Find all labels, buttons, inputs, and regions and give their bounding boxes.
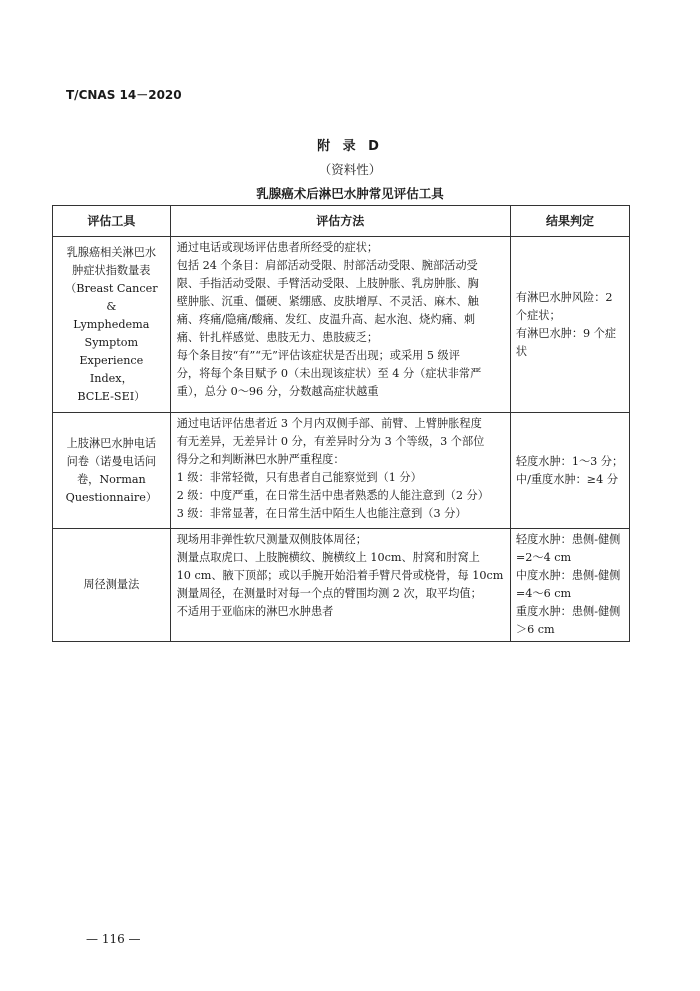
method-line: 得分之和判断淋巴水肿严重程度：	[176, 453, 345, 466]
tool-line: BCLE-SEI）	[77, 389, 146, 403]
tool-line: 上肢淋巴水肿电话	[66, 436, 157, 450]
result-cell	[510, 237, 629, 413]
tool-line: （Breast Cancer &	[65, 281, 158, 313]
method-line: 测量周径，在测量时对每一个点的臂围均测 2 次，取平均值；	[176, 587, 482, 600]
method-line: 重），总分 0～96 分，分数越高症状越重	[176, 385, 379, 398]
tool-line: Symptom	[84, 335, 139, 349]
method-line: 分，将每个条目赋予 0（未出现该症状）至 4 分（症状非常严	[176, 367, 482, 380]
method-line: 包括 24 个条目：肩部活动受限、肘部活动受限、腕部活动受	[176, 259, 478, 272]
tool-cell	[53, 413, 171, 529]
column-header-method: 评估方法	[170, 206, 510, 237]
page-number: — 116 —	[86, 932, 141, 946]
method-line: 现场用非弹性软尺测量双侧肢体周径；	[176, 533, 367, 546]
result-line: 重度水肿：患侧-健侧	[515, 605, 621, 618]
result-line: 中/重度水肿：≥4 分	[515, 472, 619, 486]
method-line: 10 cm、腋下顶部；或以手腕开始沿着手臂尺骨或桡骨，每 10cm	[176, 569, 504, 582]
tool-line: Questionnaire）	[65, 490, 158, 504]
tool-line: 肿症状指数量表	[72, 263, 151, 277]
column-header-tool: 评估工具	[53, 206, 171, 237]
result-line: 有淋巴水肿风险：2	[515, 290, 613, 304]
result-cell	[510, 529, 629, 642]
method-line: 通过电话或现场评估患者所经受的症状；	[176, 241, 379, 254]
method-line: 壁肿胀、沉重、僵硬、紧绷感、皮肤增厚、不灵活、麻木、触	[176, 295, 479, 308]
tool-line: 乳腺癌相关淋巴水	[66, 245, 157, 259]
result-line: 个症状；	[515, 308, 561, 322]
result-line: 轻度水肿：1～3 分；	[515, 454, 624, 468]
method-line: 痛、疼痛/隐痛/酸痛、发红、皮温升高、起水泡、烧灼痛、刺	[176, 313, 476, 326]
table-row	[53, 237, 630, 413]
method-line: 痛、针扎样感觉、患肢无力、患肢疲乏；	[176, 331, 379, 344]
tool-cell	[53, 529, 171, 642]
table-caption: 乳腺癌术后淋巴水肿常见评估工具	[256, 186, 444, 201]
appendix-nature: （资料性）	[318, 162, 382, 177]
tool-cell	[53, 237, 171, 413]
method-line: 限、手指活动受限、手臂活动受限、上肢肿胀、乳房肿胀、胸	[176, 277, 479, 290]
result-line: =4～6 cm	[515, 587, 572, 600]
method-line: 每个条目按“有”“无”评估该症状是否出现；或采用 5 级评	[176, 349, 460, 362]
tool-line: Experience Index，	[79, 353, 144, 385]
appendix-titles	[0, 135, 700, 202]
tool-line: 问卷（诺曼电话问	[66, 454, 157, 468]
tool-line: 周径测量法	[83, 578, 140, 591]
table-row	[53, 529, 630, 642]
method-line: 不适用于亚临床的淋巴水肿患者	[176, 605, 334, 618]
result-line: =2～4 cm	[515, 551, 572, 564]
method-line: 1 级：非常轻微，只有患者自己能察觉到（1 分）	[176, 471, 422, 484]
method-line: 有无差异，无差异计 0 分，有差异时分为 3 个等级，3 个部位	[176, 435, 485, 448]
appendix-title: 附 录 D	[317, 139, 383, 154]
method-line: 测量点取虎口、上肢腕横纹、腕横纹上 10cm、肘窝和肘窝上	[176, 551, 480, 564]
tool-line: Lymphedema	[73, 317, 150, 331]
document-code: T/CNAS 14－2020	[66, 88, 182, 102]
table-header-row	[53, 206, 630, 237]
column-header-result: 结果判定	[510, 206, 629, 237]
result-line: 中度水肿：患侧-健侧	[515, 569, 621, 582]
method-cell	[170, 237, 510, 413]
result-line: 状	[515, 344, 528, 358]
assessment-tools-table	[52, 205, 630, 642]
result-cell	[510, 413, 629, 529]
method-line: 通过电话评估患者近 3 个月内双侧手部、前臂、上臂肿胀程度	[176, 417, 482, 430]
result-line: 有淋巴水肿：9 个症	[515, 326, 617, 340]
table-row	[53, 413, 630, 529]
method-cell	[170, 529, 510, 642]
result-line: 轻度水肿：患侧-健侧	[515, 533, 621, 546]
result-line: ＞6 cm	[515, 623, 555, 636]
method-line: 3 级：非常显著，在日常生活中陌生人也能注意到（3 分）	[176, 507, 467, 520]
tool-line: 卷，Norman	[76, 472, 146, 486]
method-line: 2 级：中度严重，在日常生活中患者熟悉的人能注意到（2 分）	[176, 489, 489, 502]
method-cell	[170, 413, 510, 529]
